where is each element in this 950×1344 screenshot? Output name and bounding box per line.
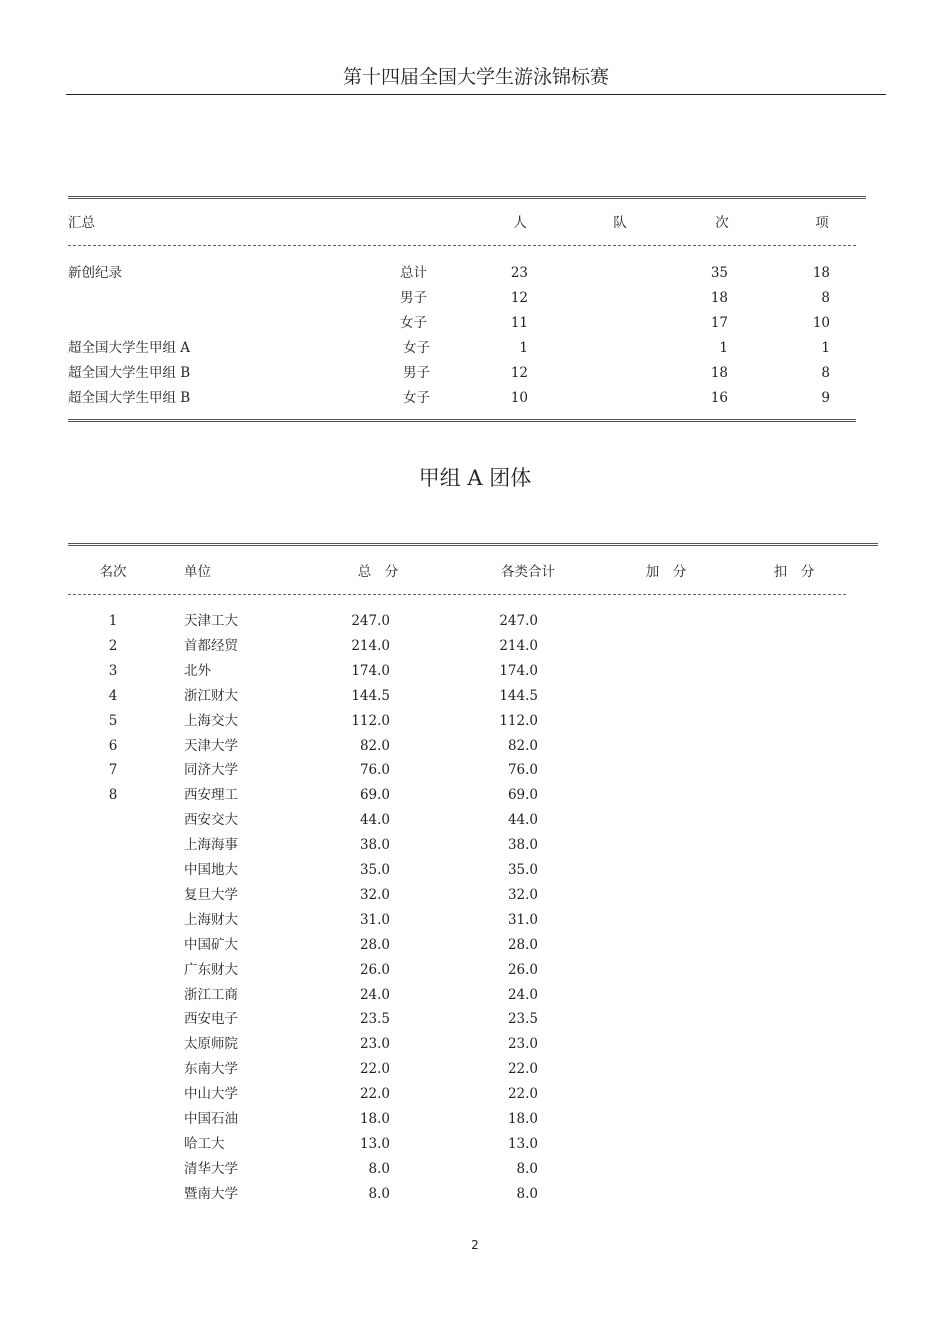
team-row-subtotal: 32.0 [507, 886, 538, 903]
summary-row-times: 17 [710, 315, 728, 331]
summary-row-times: 18 [710, 365, 728, 381]
team-row-subtotal: 76.0 [507, 762, 538, 779]
team-row-rank: 8 [108, 787, 118, 804]
summary-row-events: 8 [821, 290, 830, 306]
section-title: 甲组 A 团体 [418, 466, 532, 490]
team-row-total: 76.0 [359, 762, 390, 779]
summary-row-group: 女子 [403, 340, 430, 356]
summary-header-events: 项 [815, 215, 829, 231]
team-row-subtotal: 38.0 [507, 837, 538, 854]
summary-row-people: 12 [510, 290, 528, 306]
team-row-unit: 浙江工商 [184, 986, 238, 1003]
team-row-unit: 西安交大 [184, 812, 238, 829]
team-header-bonus: 加 分 [645, 564, 687, 580]
team-row-total: 23.5 [359, 1011, 390, 1028]
team-row-unit: 复旦大学 [184, 886, 238, 903]
team-row-unit: 哈工大 [184, 1135, 225, 1152]
summary-row-times: 16 [710, 390, 728, 406]
summary-row-category: 超全国大学生甲组 A [68, 340, 191, 356]
team-row-total: 8.0 [368, 1185, 390, 1202]
team-row-unit: 暨南大学 [184, 1185, 238, 1202]
team-row-subtotal: 44.0 [507, 812, 538, 829]
team-header-rank: 名次 [99, 564, 127, 580]
team-row-subtotal: 23.0 [507, 1036, 538, 1053]
team-row-subtotal: 26.0 [507, 961, 538, 978]
team-row-total: 112.0 [351, 712, 390, 729]
summary-row-people: 12 [510, 365, 528, 381]
summary-row-people: 11 [510, 315, 528, 331]
team-row-subtotal: 23.5 [507, 1011, 538, 1028]
summary-row-people: 1 [519, 340, 528, 356]
team-row-subtotal: 24.0 [507, 986, 538, 1003]
team-row-unit: 同济大学 [184, 762, 238, 779]
team-row-rank: 4 [108, 687, 118, 704]
team-row-total: 35.0 [359, 862, 390, 878]
summary-header-label: 汇总 [68, 215, 95, 231]
team-row-unit: 天津大学 [184, 737, 238, 754]
team-row-unit: 上海交大 [184, 712, 238, 729]
team-row-subtotal: 35.0 [507, 862, 538, 878]
summary-row-times: 18 [710, 290, 728, 306]
team-row-subtotal: 28.0 [507, 936, 538, 953]
team-row-total: 174.0 [351, 662, 390, 679]
team-header-unit: 单位 [184, 564, 211, 580]
summary-row-events: 10 [812, 315, 830, 331]
team-row-subtotal: 144.5 [499, 687, 538, 704]
team-top-rule [68, 543, 878, 546]
team-row-unit: 浙江财大 [184, 687, 238, 704]
summary-row-group: 男子 [403, 365, 430, 381]
team-row-total: 144.5 [351, 687, 390, 704]
team-row-total: 69.0 [359, 787, 390, 804]
summary-row-category: 超全国大学生甲组 B [68, 365, 191, 381]
team-row-subtotal: 8.0 [516, 1160, 538, 1177]
team-row-subtotal: 214.0 [499, 637, 538, 654]
team-row-subtotal: 13.0 [507, 1135, 538, 1152]
team-row-total: 214.0 [351, 637, 390, 654]
team-row-unit: 中国地大 [184, 862, 238, 878]
team-row-total: 13.0 [359, 1135, 390, 1152]
summary-row-times: 1 [719, 340, 728, 356]
team-row-unit: 中国石油 [184, 1111, 238, 1127]
summary-row-events: 18 [812, 265, 830, 281]
team-row-subtotal: 174.0 [499, 662, 538, 679]
team-header-subtotal: 各类合计 [501, 564, 555, 580]
team-row-total: 26.0 [359, 961, 390, 978]
team-header-deduction: 扣 分 [773, 564, 815, 580]
summary-row-group: 男子 [400, 290, 427, 306]
summary-row-people: 23 [510, 265, 528, 281]
team-row-rank: 2 [108, 637, 118, 654]
summary-row-events: 9 [821, 390, 830, 406]
page-number: 2 [471, 1238, 479, 1252]
team-row-subtotal: 82.0 [507, 737, 538, 754]
team-row-total: 247.0 [351, 613, 390, 629]
team-row-unit: 天津工大 [184, 613, 238, 629]
team-row-unit: 太原师院 [184, 1036, 238, 1053]
team-row-unit: 清华大学 [184, 1160, 238, 1177]
summary-header-rule [68, 245, 856, 246]
team-row-total: 23.0 [359, 1036, 390, 1053]
team-row-subtotal: 22.0 [507, 1086, 538, 1103]
team-row-total: 24.0 [359, 986, 390, 1003]
team-row-unit: 中山大学 [184, 1086, 238, 1103]
team-row-total: 28.0 [359, 936, 390, 953]
summary-row-group: 女子 [400, 315, 427, 331]
team-header-total: 总 分 [357, 564, 399, 580]
team-row-unit: 广东财大 [184, 961, 238, 978]
team-row-unit: 上海海事 [184, 837, 238, 854]
team-row-total: 82.0 [359, 737, 390, 754]
page-header-title: 第十四届全国大学生游泳锦标赛 [342, 66, 609, 88]
team-row-unit: 中国矿大 [184, 936, 238, 953]
summary-header-times: 次 [715, 215, 729, 231]
team-row-unit: 首都经贸 [184, 637, 238, 654]
summary-row-category: 超全国大学生甲组 B [68, 390, 191, 406]
team-row-subtotal: 18.0 [507, 1111, 538, 1127]
summary-row-events: 8 [821, 365, 830, 381]
team-row-subtotal: 22.0 [507, 1061, 538, 1078]
team-row-total: 38.0 [359, 837, 390, 854]
team-row-subtotal: 112.0 [499, 712, 538, 729]
team-row-rank: 5 [108, 712, 118, 729]
summary-bottom-rule [68, 419, 856, 422]
summary-row-times: 35 [710, 265, 728, 281]
team-row-unit: 西安电子 [184, 1011, 238, 1028]
team-row-total: 22.0 [359, 1061, 390, 1078]
summary-header-team: 队 [613, 215, 627, 231]
team-row-total: 18.0 [359, 1111, 390, 1127]
team-row-subtotal: 8.0 [516, 1185, 538, 1202]
team-row-subtotal: 247.0 [499, 613, 538, 629]
summary-row-group: 女子 [403, 390, 430, 406]
summary-row-people: 10 [510, 390, 528, 406]
summary-row-group: 总计 [400, 265, 427, 281]
summary-top-rule [68, 196, 866, 199]
team-row-total: 8.0 [368, 1160, 390, 1177]
team-row-unit: 上海财大 [184, 911, 238, 928]
team-row-total: 32.0 [359, 886, 390, 903]
team-row-rank: 7 [108, 762, 118, 779]
team-row-rank: 3 [108, 662, 118, 679]
team-row-rank: 6 [108, 737, 118, 754]
summary-row-category: 新创纪录 [68, 265, 122, 281]
summary-row-events: 1 [821, 340, 830, 356]
team-row-rank: 1 [108, 613, 118, 629]
team-row-total: 31.0 [359, 911, 390, 928]
team-row-unit: 东南大学 [184, 1061, 238, 1078]
summary-header-people: 人 [513, 215, 527, 231]
team-row-subtotal: 31.0 [507, 911, 538, 928]
team-row-unit: 西安理工 [184, 787, 238, 804]
team-row-total: 22.0 [359, 1086, 390, 1103]
team-row-unit: 北外 [184, 662, 211, 679]
team-row-subtotal: 69.0 [507, 787, 538, 804]
team-header-rule [68, 594, 846, 595]
header-rule [66, 94, 886, 95]
team-row-total: 44.0 [359, 812, 390, 829]
